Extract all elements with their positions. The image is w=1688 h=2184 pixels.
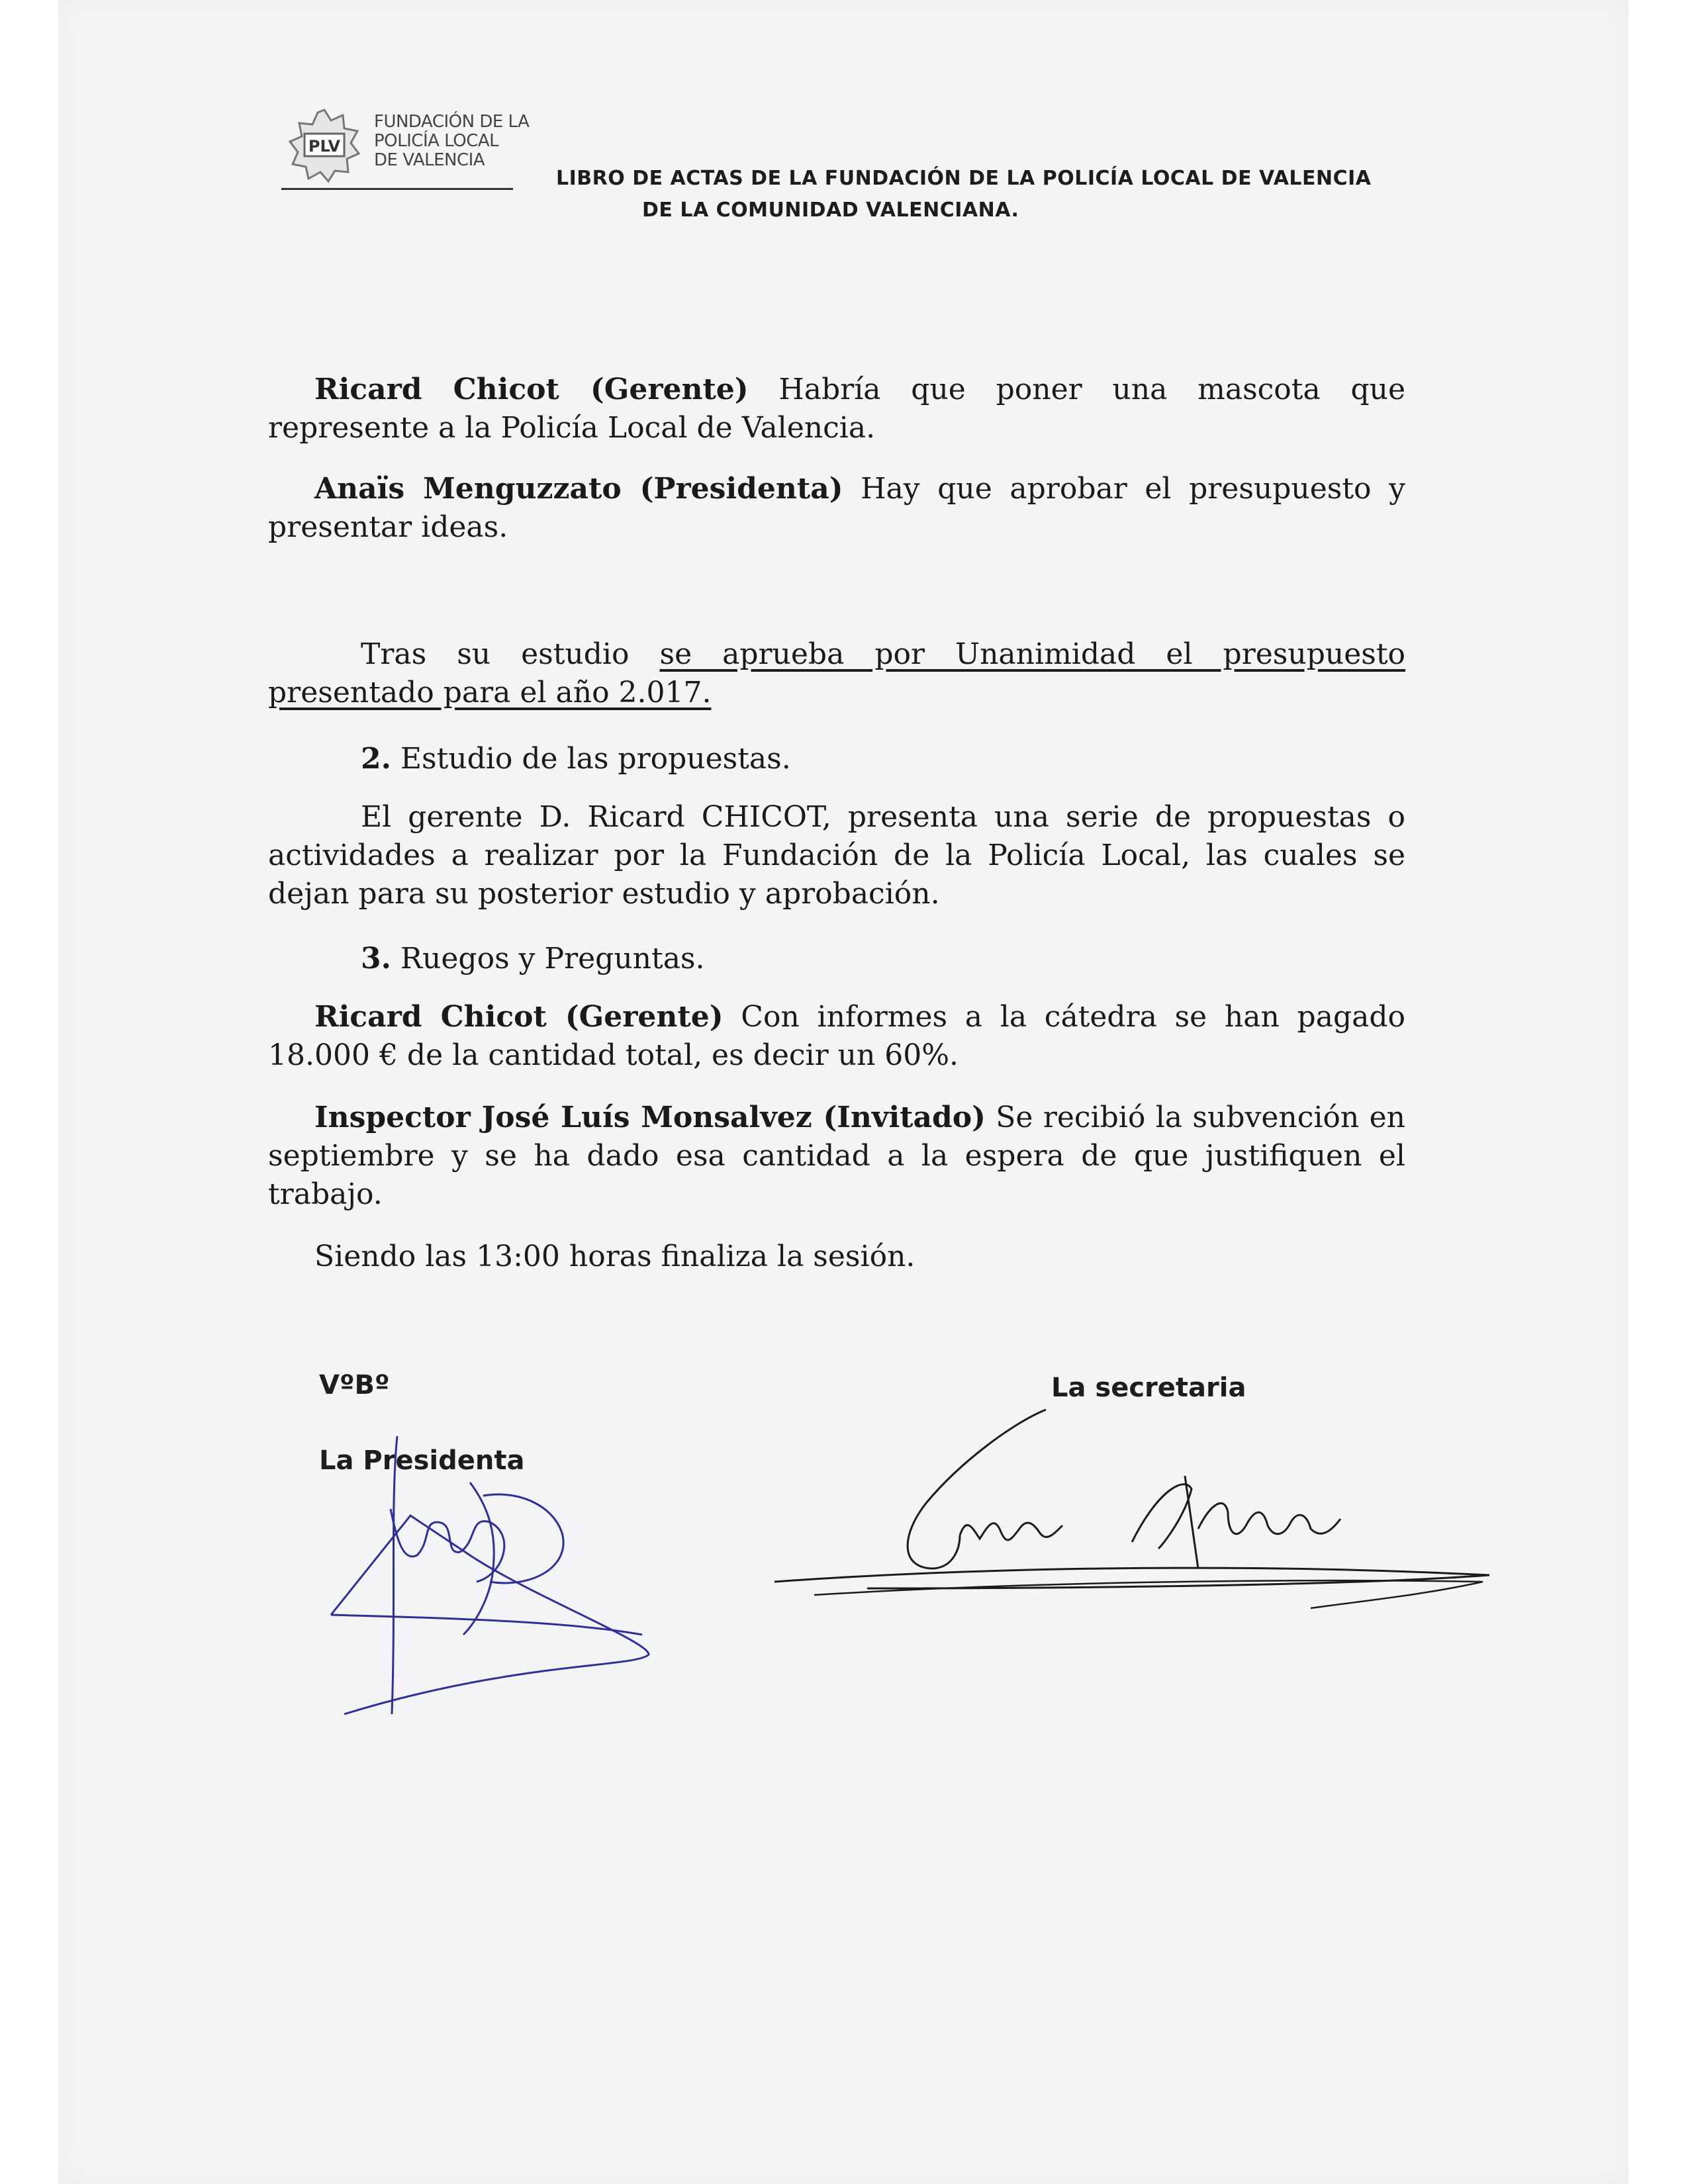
logo-badge-text: PLV <box>308 137 341 156</box>
paragraph-text: Hay que aprobar el presupuesto y presentar ideas. <box>268 472 1405 544</box>
paragraph-chicot-payment <box>268 998 1405 1075</box>
minutes-body <box>268 371 1405 447</box>
paragraph-text: Habría que poner una mascota que represente a la Policía Local de Valencia. <box>268 373 1406 445</box>
logo-line-1: FUNDACIÓN DE LA <box>374 112 530 132</box>
paragraph-menguzzato-budget <box>268 470 1405 547</box>
secretaria-label: La secretaria <box>1051 1373 1246 1403</box>
minutes-body-7 <box>268 998 1405 1075</box>
paragraph-monsalvez-subsidy <box>268 1099 1405 1214</box>
presidenta-label: La Presidenta <box>319 1445 525 1476</box>
minutes-body-3 <box>268 635 1405 712</box>
presidenta-signature-icon <box>318 1423 675 1734</box>
book-title-line-2: DE LA COMUNIDAD VALENCIANA. <box>642 199 1019 222</box>
paragraph-chicot-mascot <box>268 371 1405 447</box>
paragraph-text: Se recibió la subvención en septiembre y se ha dado esa cantidad a la espera de que justifiquen el trabajo. <box>268 1101 1406 1211</box>
minutes-body-9 <box>268 1238 1405 1276</box>
book-title <box>556 163 1417 226</box>
speaker-name: Ricard Chicot (Gerente) <box>314 1000 724 1034</box>
agenda-item-2 <box>268 740 1405 778</box>
paragraph-text: Tras su estudio <box>361 637 660 671</box>
paragraph-text: Con informes a la cátedra se han pagado 18.000 € de la cantidad total, es decir un 60%. <box>268 1000 1405 1072</box>
logo-line-2: POLICÍA LOCAL <box>374 131 499 151</box>
agenda-item-number: 2. <box>361 742 391 776</box>
book-title-line-1: LIBRO DE ACTAS DE LA FUNDACIÓN DE LA POLICÍA LOCAL DE VALENCIA <box>556 167 1372 190</box>
vobo-label: VºBº <box>319 1370 390 1400</box>
paragraph-text: Siendo las 13:00 horas finaliza la sesión. <box>314 1240 915 1273</box>
paragraph-budget-approval <box>268 635 1405 712</box>
minutes-body-8 <box>268 1099 1405 1214</box>
agenda-item-title: Estudio de las propuestas. <box>391 742 791 776</box>
logo-line-3: DE VALENCIA <box>374 150 485 170</box>
paragraph-session-end <box>268 1238 1405 1276</box>
foundation-logo <box>285 106 530 185</box>
header-divider <box>281 188 513 190</box>
speaker-name: Inspector José Luís Monsalvez (Invitado) <box>314 1101 986 1134</box>
speaker-name: Ricard Chicot (Gerente) <box>314 373 749 406</box>
police-star-badge-icon <box>285 106 364 185</box>
document-page <box>58 0 1628 2184</box>
agenda-item-number: 3. <box>361 942 391 976</box>
minutes-body-4 <box>268 740 1405 778</box>
paragraph-proposals <box>268 798 1405 913</box>
secretaria-signature-icon <box>761 1396 1503 1621</box>
agenda-item-title: Ruegos y Preguntas. <box>391 942 705 976</box>
minutes-body-6 <box>268 940 1405 978</box>
agenda-item-3 <box>268 940 1405 978</box>
minutes-body-5 <box>268 798 1405 913</box>
paragraph-text: El gerente D. Ricard CHICOT, presenta una serie de propuestas o actividades a realizar por la Fundación de la Policía Local, las cuales se dejan para su posterior estudio y aprobación. <box>268 800 1405 911</box>
speaker-name: Anaïs Menguzzato (Presidenta) <box>314 472 843 506</box>
minutes-body-2 <box>268 470 1405 547</box>
approval-underlined-text: se aprueba por Unanimidad el presupuesto presentado para el año 2.017. <box>268 637 1405 709</box>
